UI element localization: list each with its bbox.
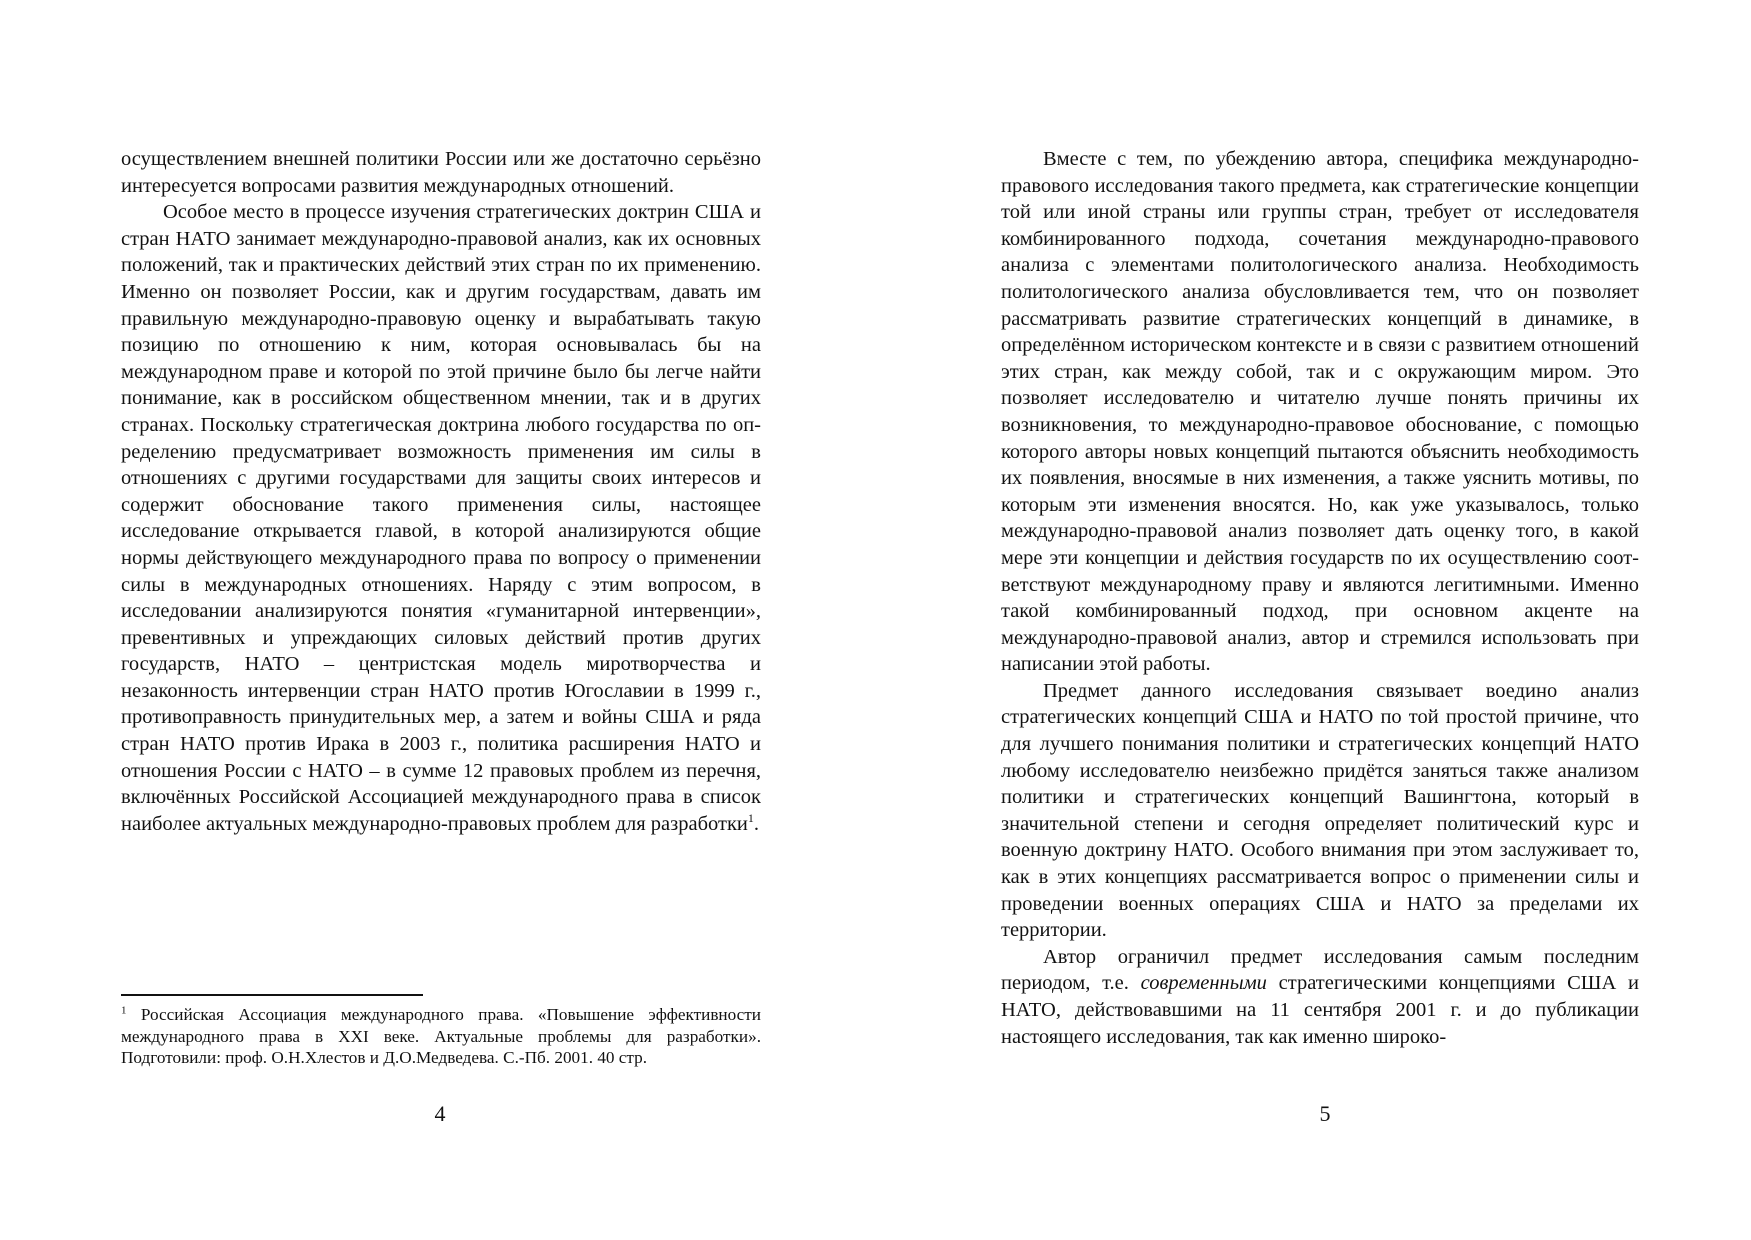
right-paragraph-3-start: Автор ограничил предмет исследования самым последним периодом, т.е. bbox=[1001, 945, 1639, 995]
right-page bbox=[875, 0, 1751, 1240]
right-page-body bbox=[1001, 146, 1639, 1050]
right-paragraph-3-end: стратегическими концепциями США и НАТО, действовавшими на 11 сентября 2001 г. и до публикации настоящего исследования, так как именно широко- bbox=[1001, 972, 1640, 1048]
left-paragraph-2-text: Особое место в процессе изучения стратегических доктрин США и стран НАТО занимает международно-правовой анализ, как их основных положений, так и практических действий этих стран по их применению. Именно он позволяет России, как и другим государствам, давать им правильную международно-правовую оценку и вырабатывать такую позицию по отношению к ним, которая основывалась бы на международном праве и которой по этой причине было бы легче найти понимание, как в российском общественном мнении, так и в других странах. Поскольку стратегическая доктрина любого государства по определению предусматривает возможность применения им силы в отношениях с другими государствами для защиты своих интересов и содержит обоснование такого применения силы, настоящее исследование открывается главой, в которой анализируются общие нормы действующего международного права по вопросу о применении силы в международных отношениях. Наряду с этим вопросом, в исследовании анализируются понятия «гуманитарной интервенции», превентивных и упреждающих силовых действий против других государств, НАТО – центристская модель миротворчества и незаконность интервенции стран НАТО против Югославии в 1999 г., противоправность принудительных мер, а затем и войны США и ряда стран НАТО против Ирака в 2003 г., политика расширения НАТО и отношения России с НАТО – в сумме 12 правовых проблем из перечня, включённых Российской Ассоциацией международного права в список наиболее актуальных международно-правовых проблем для разработки bbox=[121, 201, 761, 835]
right-paragraph-2: Предмет данного исследования связывает воедино анализ стратегических концепций США и НАТО по той простой причине, что для лучшего понимания политики и стратегических концепций НАТО любому исследователю неизбежно придётся заняться также анализом политики и стратегических концепций Вашингтона, который в значительной степени и сегодня определяет политический курс и военную доктрину НАТО. Особого внимания при этом заслуживает то, как в этих концепциях рассматривается вопрос о применении силы и проведении военных операциях США и НАТО за пределами их территории. bbox=[1001, 679, 1639, 942]
left-paragraph-2-end: . bbox=[753, 812, 759, 835]
left-paragraph-1: осуществлением внешней политики России или же достаточно серьёзно интересуется вопросами развития международных отношений. bbox=[121, 148, 761, 197]
right-paragraph-1: Вместе с тем, по убеждению автора, специфика международно-правового исследования такого предмета, как стратегические концепции той или иной страны или группы стран, требует от исследователя комбинированного подхода, сочетания международно-правового анализа с элементами политологического анализа. Необходимость политологического анализа обусловливается тем, что он позволяет рассматривать развитие стратегических концепций в динамике, в определённом историческом контексте и в связи с развитием отношений этих стран, как между собой, так и с окружающим миром. Это позволяет исследователю и читателю лучше понять причины их возникновения, то международно-правовое обоснование, с помощью которого авторы новых концепций пытаются объяснить необходимость их появления, вносямые в них изменения, а также уяснить мотивы, по которым эти изменения вносятся. Но, как уже указывалось, только международно-правовой анализ позволяет дать оценку того, в какой мере эти концепции и действия государств по их осуществлению соответствуют международному праву и являются легитимными. Именно такой комбинированный подход, при основном акценте на международно-правовой анализ, автор и стремился использовать при написании этой работы. bbox=[1001, 148, 1639, 676]
page-number-left: 4 bbox=[434, 1101, 446, 1126]
footnote-reference[interactable]: 1 bbox=[747, 811, 754, 826]
footnote bbox=[121, 1004, 761, 1069]
left-page bbox=[0, 0, 875, 1240]
page-number-right: 5 bbox=[1319, 1101, 1331, 1126]
footnote-divider bbox=[121, 994, 423, 996]
italic-term: современными bbox=[1140, 972, 1267, 995]
left-page-body bbox=[121, 146, 761, 837]
footnote-text: Российская Ассоциация международного права. «Повышение эффективности международного права в XXI веке. Актуальные проблемы для разработки». Подготовили: проф. О.Н.Хлестов и Д.О.Медведева. С.-Пб. 2001. 40 стр. bbox=[121, 1005, 761, 1068]
left-paragraph-2 bbox=[121, 199, 761, 837]
footnote-marker: 1 bbox=[121, 1004, 127, 1017]
right-paragraph-3 bbox=[1001, 944, 1639, 1050]
